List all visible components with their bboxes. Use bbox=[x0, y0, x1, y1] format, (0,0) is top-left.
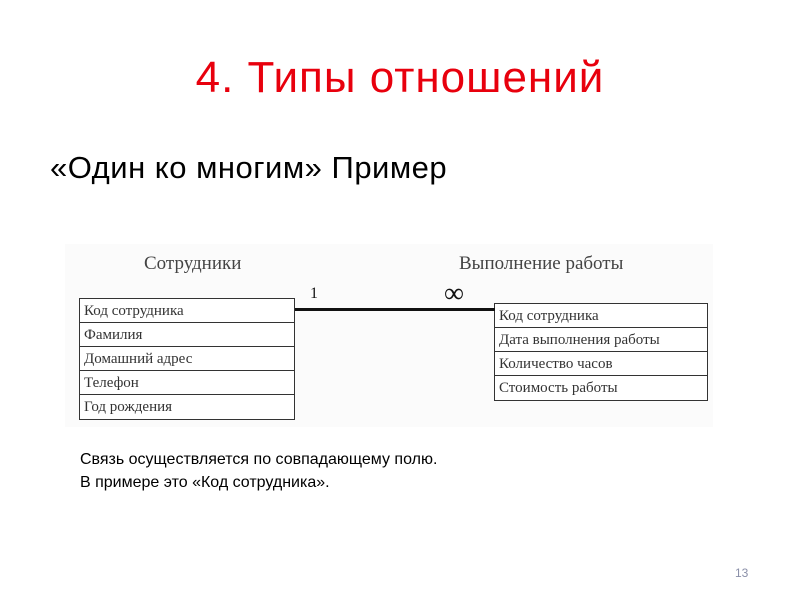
right-entity-table bbox=[494, 303, 708, 401]
left-entity-field: Код сотрудника bbox=[80, 299, 294, 323]
left-entity-field: Фамилия bbox=[80, 323, 294, 347]
left-entity-field: Год рождения bbox=[84, 399, 173, 415]
right-entity-title: Выполнение работы bbox=[459, 253, 624, 274]
right-entity-field: Дата выполнения работы bbox=[495, 328, 707, 352]
cardinality-many-label: ∞ bbox=[444, 278, 464, 309]
relationship-line bbox=[295, 308, 495, 311]
right-entity-field: Стоимость работы bbox=[499, 380, 618, 396]
right-entity-field: Код сотрудника bbox=[495, 304, 707, 328]
page-number: 13 bbox=[735, 566, 749, 580]
left-entity-field: Домашний адрес bbox=[80, 347, 294, 371]
explanation-line-1: Связь осуществляется по совпадающему полю. bbox=[80, 451, 438, 468]
right-entity-field: Количество часов bbox=[495, 352, 707, 376]
slide-subtitle: «Один ко многим» Пример bbox=[50, 150, 448, 185]
explanation-text bbox=[80, 448, 437, 494]
left-entity-title: Сотрудники bbox=[144, 253, 242, 274]
explanation-line-2: В примере это «Код сотрудника». bbox=[80, 474, 330, 491]
cardinality-one-label: 1 bbox=[310, 285, 318, 302]
left-entity-field: Телефон bbox=[80, 371, 294, 395]
slide-title: 4. Типы отношений bbox=[195, 53, 605, 102]
left-entity-table bbox=[79, 298, 295, 420]
